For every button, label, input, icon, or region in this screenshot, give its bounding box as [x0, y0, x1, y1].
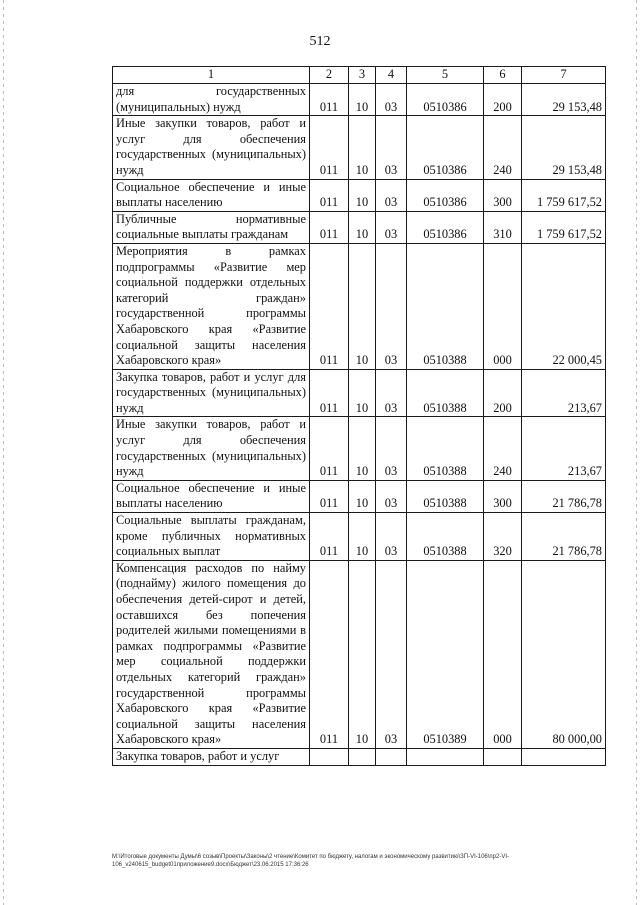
target-item-cell: 0510386 — [407, 84, 484, 116]
subsection-code-cell: 03 — [376, 84, 407, 116]
target-item-cell: 0510388 — [407, 243, 484, 369]
target-item-cell: 0510388 — [407, 513, 484, 561]
subsection-code-cell: 03 — [376, 179, 407, 211]
subsection-code-cell — [376, 748, 407, 765]
row-name-cell: Мероприятия в рамках подпрограммы «Развитие мер социальной поддержки отдельных категорий граждан» государственной программы Хабаровского края «Развитие социальной защиты населения Хабаровского края» — [113, 243, 310, 369]
ministry-code-cell: 011 — [310, 116, 349, 179]
row-name-cell: Социальное обеспечение и иные выплаты населению — [113, 480, 310, 512]
table-row — [113, 84, 606, 116]
row-name-cell: Закупка товаров, работ и услуг для государственных (муниципальных) нужд — [113, 369, 310, 417]
target-item-cell: 0510386 — [407, 116, 484, 179]
row-name-cell: Социальные выплаты гражданам, кроме публичных нормативных социальных выплат — [113, 513, 310, 561]
section-code-cell: 10 — [349, 243, 376, 369]
expense-type-cell: 000 — [484, 560, 522, 748]
expense-type-cell: 240 — [484, 417, 522, 480]
ministry-code-cell: 011 — [310, 84, 349, 116]
subsection-code-cell: 03 — [376, 480, 407, 512]
amount-cell: 213,67 — [522, 417, 606, 480]
amount-cell: 1 759 617,52 — [522, 211, 606, 243]
scan-edge-right — [636, 0, 637, 905]
amount-cell — [522, 748, 606, 765]
expense-type-cell — [484, 748, 522, 765]
table-row — [113, 513, 606, 561]
table-row — [113, 748, 606, 765]
table-row — [113, 116, 606, 179]
expense-type-cell: 000 — [484, 243, 522, 369]
column-header: 4 — [376, 67, 407, 84]
file-path-footer: M:\Итоговые документы Думы\6 созыв\Проекты\Законы\2 чтение\Комитет по бюджету, налогам и экономическому развитию\ЗП-VI-106\пр2-VI-106_v240615_budget01приложение9.docx\Бюджет\23.06.2015 17:36:26 — [112, 854, 510, 868]
ministry-code-cell: 011 — [310, 369, 349, 417]
column-header: 3 — [349, 67, 376, 84]
subsection-code-cell: 03 — [376, 116, 407, 179]
ministry-code-cell: 011 — [310, 417, 349, 480]
expense-type-cell: 200 — [484, 84, 522, 116]
section-code-cell: 10 — [349, 513, 376, 561]
budget-table — [112, 66, 606, 766]
row-name-cell: для государственных (муниципальных) нужд — [113, 84, 310, 116]
row-name-cell: Социальное обеспечение и иные выплаты населению — [113, 179, 310, 211]
section-code-cell: 10 — [349, 480, 376, 512]
ministry-code-cell: 011 — [310, 560, 349, 748]
section-code-cell: 10 — [349, 369, 376, 417]
subsection-code-cell: 03 — [376, 560, 407, 748]
target-item-cell: 0510386 — [407, 211, 484, 243]
expense-type-cell: 320 — [484, 513, 522, 561]
page-number: 512 — [309, 34, 331, 49]
section-code-cell: 10 — [349, 560, 376, 748]
subsection-code-cell: 03 — [376, 243, 407, 369]
table-row — [113, 211, 606, 243]
ministry-code-cell: 011 — [310, 211, 349, 243]
amount-cell: 213,67 — [522, 369, 606, 417]
expense-type-cell: 300 — [484, 179, 522, 211]
subsection-code-cell: 03 — [376, 369, 407, 417]
section-code-cell: 10 — [349, 179, 376, 211]
subsection-code-cell: 03 — [376, 513, 407, 561]
ministry-code-cell: 011 — [310, 243, 349, 369]
expense-type-cell: 300 — [484, 480, 522, 512]
column-header: 1 — [113, 67, 310, 84]
column-header: 5 — [407, 67, 484, 84]
expense-type-cell: 310 — [484, 211, 522, 243]
amount-cell: 29 153,48 — [522, 116, 606, 179]
section-code-cell: 10 — [349, 211, 376, 243]
table-row — [113, 179, 606, 211]
column-header: 2 — [310, 67, 349, 84]
section-code-cell — [349, 748, 376, 765]
target-item-cell: 0510388 — [407, 480, 484, 512]
section-code-cell: 10 — [349, 84, 376, 116]
row-name-cell: Компенсация расходов по найму (поднайму) жилого помещения до обеспечения детей-сирот и детей, оставшихся без попечения родителей жилыми помещениями в рамках подпрограммы «Развитие мер социальной поддержки отдельных категорий граждан» государственной программы Хабаровского края «Развитие социальной защиты населения Хабаровского края» — [113, 560, 310, 748]
amount-cell: 80 000,00 — [522, 560, 606, 748]
expense-type-cell: 200 — [484, 369, 522, 417]
table-row — [113, 369, 606, 417]
table-header-row — [113, 67, 606, 84]
ministry-code-cell: 011 — [310, 513, 349, 561]
amount-cell: 21 786,78 — [522, 513, 606, 561]
table-row — [113, 243, 606, 369]
column-header: 6 — [484, 67, 522, 84]
section-code-cell: 10 — [349, 116, 376, 179]
table-row — [113, 480, 606, 512]
row-name-cell: Закупка товаров, работ и услуг — [113, 748, 310, 765]
amount-cell: 21 786,78 — [522, 480, 606, 512]
section-code-cell: 10 — [349, 417, 376, 480]
amount-cell: 29 153,48 — [522, 84, 606, 116]
row-name-cell: Иные закупки товаров, работ и услуг для обеспечения государственных (муниципальных) нужд — [113, 116, 310, 179]
target-item-cell: 0510388 — [407, 369, 484, 417]
ministry-code-cell: 011 — [310, 480, 349, 512]
column-header: 7 — [522, 67, 606, 84]
table-row — [113, 417, 606, 480]
table-row — [113, 560, 606, 748]
target-item-cell — [407, 748, 484, 765]
target-item-cell: 0510389 — [407, 560, 484, 748]
subsection-code-cell: 03 — [376, 417, 407, 480]
amount-cell: 22 000,45 — [522, 243, 606, 369]
ministry-code-cell: 011 — [310, 179, 349, 211]
subsection-code-cell: 03 — [376, 211, 407, 243]
ministry-code-cell — [310, 748, 349, 765]
expense-type-cell: 240 — [484, 116, 522, 179]
amount-cell: 1 759 617,52 — [522, 179, 606, 211]
row-name-cell: Иные закупки товаров, работ и услуг для обеспечения государственных (муниципальных) нужд — [113, 417, 310, 480]
target-item-cell: 0510388 — [407, 417, 484, 480]
row-name-cell: Публичные нормативные социальные выплаты гражданам — [113, 211, 310, 243]
scan-edge-left — [3, 0, 4, 905]
target-item-cell: 0510386 — [407, 179, 484, 211]
